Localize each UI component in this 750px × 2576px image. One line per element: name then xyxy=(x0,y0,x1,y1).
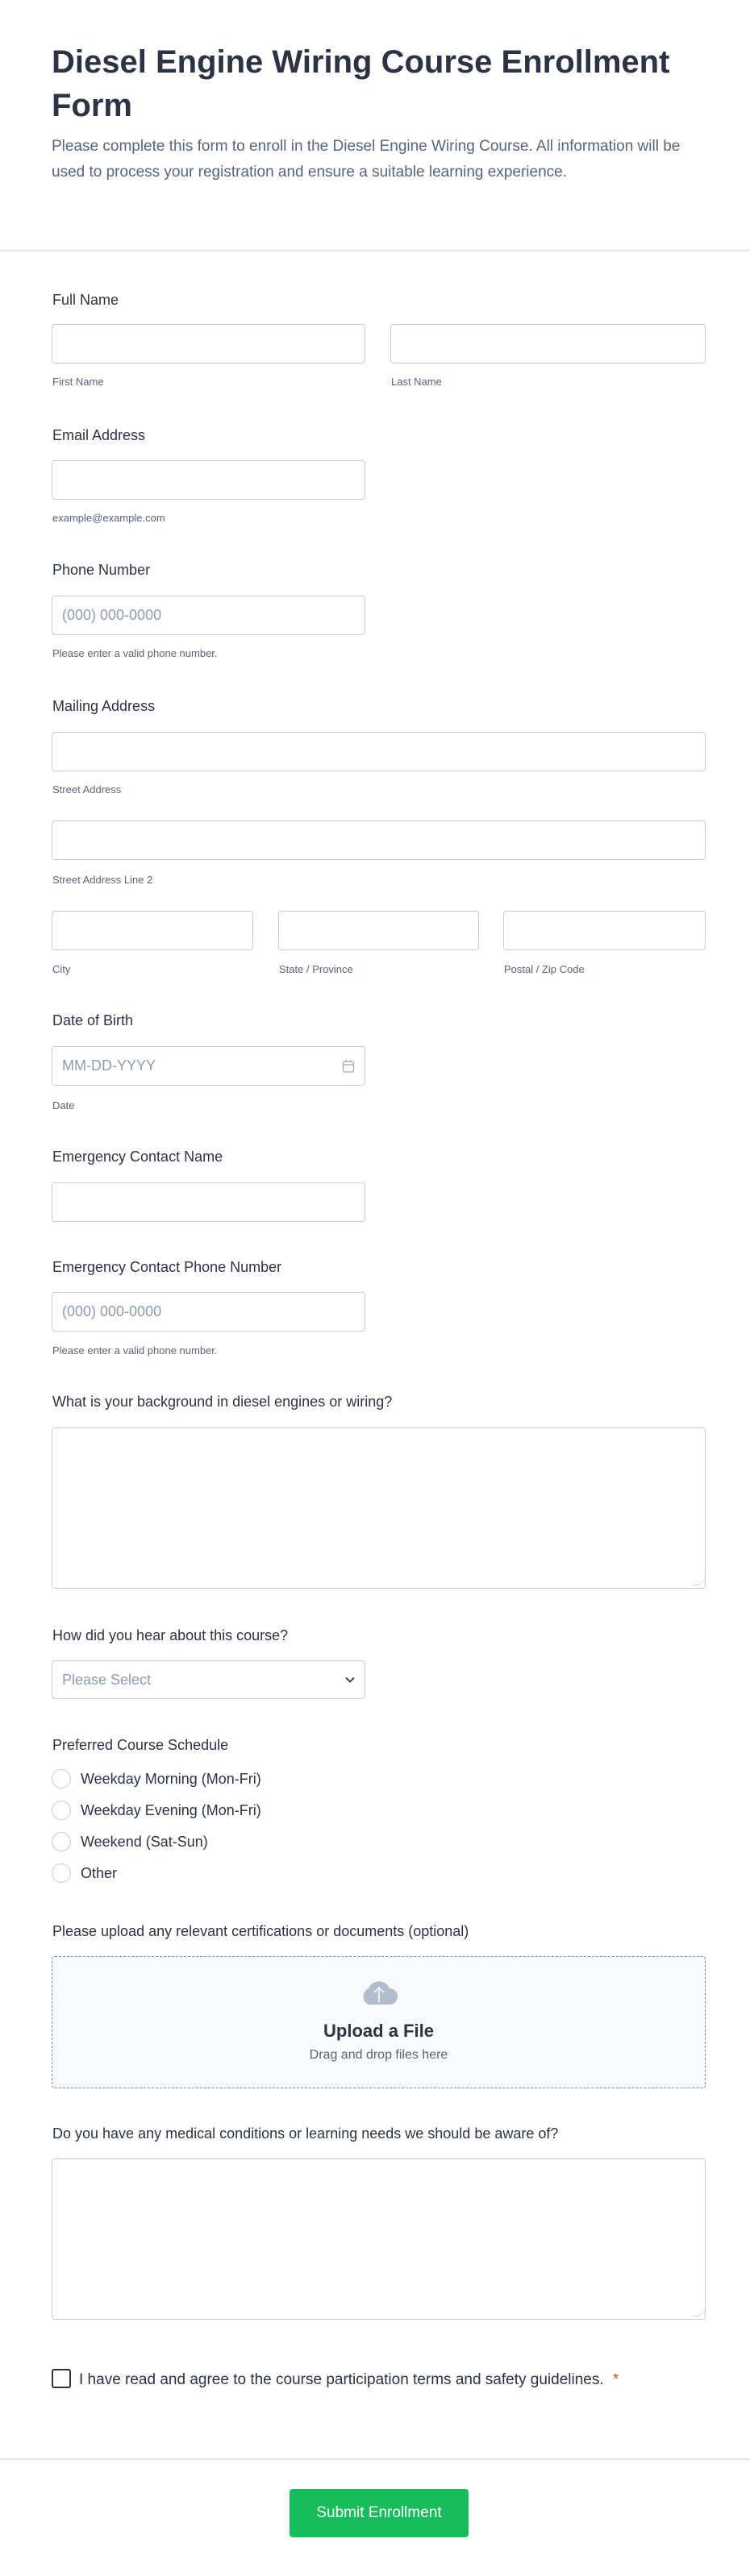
radio-weekday-evening[interactable] xyxy=(52,1801,261,1820)
footer-divider xyxy=(0,2458,750,2460)
last-name-input[interactable] xyxy=(390,324,706,364)
street-sublabel: Street Address xyxy=(52,783,122,796)
hear-selected: Please Select xyxy=(62,1671,152,1688)
radio-label: Weekday Morning (Mon-Fri) xyxy=(81,1770,261,1787)
full-name-label: Full Name xyxy=(52,292,119,308)
agree-label: I have read and agree to the course participation terms and safety guidelines. xyxy=(79,2371,604,2388)
email-input[interactable] xyxy=(52,460,365,500)
agree-field xyxy=(52,2368,632,2391)
file-dropzone[interactable] xyxy=(52,1956,706,2088)
emergency-phone-label: Emergency Contact Phone Number xyxy=(52,1259,282,1275)
city-input[interactable] xyxy=(52,911,253,950)
email-sublabel: example@example.com xyxy=(52,512,165,524)
address-label: Mailing Address xyxy=(52,698,156,714)
chevron-down-icon xyxy=(345,1676,355,1683)
street2-sublabel: Street Address Line 2 xyxy=(52,874,153,886)
radio-label: Other xyxy=(81,1864,118,1881)
phone-sublabel: Please enter a valid phone number. xyxy=(52,647,218,659)
page-title: Diesel Engine Wiring Course Enrollment Form xyxy=(52,44,670,123)
dob-sublabel: Date xyxy=(52,1099,75,1111)
form-description: Please complete this form to enroll in the Diesel Engine Wiring Course. All information will be used to process your registration and ensure a suitable learning experience. xyxy=(52,138,681,181)
medical-textarea[interactable] xyxy=(52,2158,706,2320)
radio-label: Weekday Evening (Mon-Fri) xyxy=(81,1801,261,1818)
dob-label: Date of Birth xyxy=(52,1012,134,1028)
phone-input[interactable] xyxy=(52,596,365,635)
email-label: Email Address xyxy=(52,427,146,443)
radio-other[interactable] xyxy=(52,1863,117,1883)
radio-label: Weekend (Sat-Sun) xyxy=(81,1833,208,1850)
medical-label: Do you have any medical conditions or learning needs we should be aware of? xyxy=(52,2125,559,2142)
submit-button[interactable]: Submit Enrollment xyxy=(290,2489,469,2537)
first-name-sublabel: First Name xyxy=(52,376,104,388)
emergency-name-input[interactable] xyxy=(52,1182,365,1222)
radio-circle[interactable] xyxy=(52,1769,71,1789)
emergency-name-label: Emergency Contact Name xyxy=(52,1149,223,1165)
phone-label: Phone Number xyxy=(52,562,151,578)
calendar-icon[interactable] xyxy=(342,1059,355,1074)
required-asterisk: * xyxy=(612,2371,619,2388)
cloud-upload-icon xyxy=(359,1978,399,2005)
upload-hint: Drag and drop files here xyxy=(309,2048,448,2062)
emergency-phone-placeholder: (000) 000-0000 xyxy=(62,1303,162,1319)
resize-handle-icon[interactable] xyxy=(693,1579,706,1585)
header-divider xyxy=(0,250,750,251)
radio-weekday-morning[interactable] xyxy=(52,1769,261,1789)
street-input[interactable] xyxy=(52,732,706,771)
emergency-phone-sublabel: Please enter a valid phone number. xyxy=(52,1344,218,1357)
state-sublabel: State / Province xyxy=(279,963,353,975)
hear-select[interactable] xyxy=(52,1660,365,1699)
upload-label: Please upload any relevant certifications or documents (optional) xyxy=(52,1923,469,1939)
radio-circle[interactable] xyxy=(52,1832,71,1851)
schedule-label: Preferred Course Schedule xyxy=(52,1737,229,1753)
last-name-sublabel: Last Name xyxy=(391,376,442,388)
zip-input[interactable] xyxy=(503,911,706,950)
background-label: What is your background in diesel engines or wiring? xyxy=(52,1394,393,1410)
radio-circle[interactable] xyxy=(52,1801,71,1820)
phone-placeholder: (000) 000-0000 xyxy=(62,607,162,623)
dob-input[interactable] xyxy=(52,1046,365,1086)
city-sublabel: City xyxy=(52,963,71,975)
resize-handle-icon[interactable] xyxy=(693,2310,706,2316)
zip-sublabel: Postal / Zip Code xyxy=(504,963,585,975)
dob-placeholder: MM-DD-YYYY xyxy=(62,1057,156,1074)
radio-circle[interactable] xyxy=(52,1863,71,1883)
background-textarea[interactable] xyxy=(52,1427,706,1589)
first-name-input[interactable] xyxy=(52,324,365,364)
upload-title: Upload a File xyxy=(323,2021,434,2041)
radio-weekend[interactable] xyxy=(52,1832,208,1851)
emergency-phone-input[interactable] xyxy=(52,1292,365,1332)
street2-input[interactable] xyxy=(52,821,706,860)
agree-checkbox[interactable] xyxy=(52,2369,71,2388)
hear-label: How did you hear about this course? xyxy=(52,1627,289,1643)
state-input[interactable] xyxy=(278,911,479,950)
